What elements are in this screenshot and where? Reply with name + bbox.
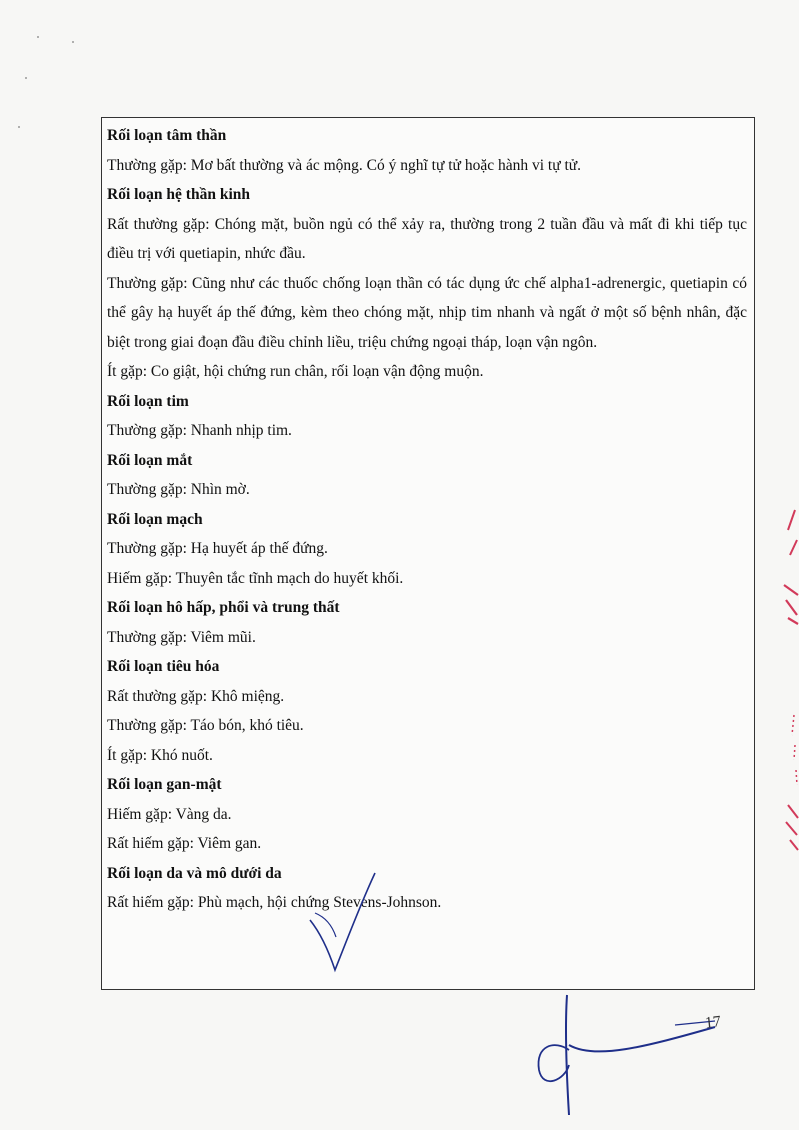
section-heading: Rối loạn tim xyxy=(107,392,189,410)
content-frame xyxy=(101,117,755,990)
section-heading: Rối loạn da và mô dưới da xyxy=(107,864,282,882)
paragraph: Thường gặp: Hạ huyết áp thế đứng. xyxy=(107,540,328,557)
page-number: 17 xyxy=(704,1013,722,1032)
paragraph: Thường gặp: Táo bón, khó tiêu. xyxy=(107,717,304,734)
paragraph: Thường gặp: Mơ bất thường và ác mộng. Có ý nghĩ tự tử hoặc hành vi tự tử. xyxy=(107,156,582,174)
document-body xyxy=(107,121,747,918)
section-heading: Rối loạn tiêu hóa xyxy=(107,658,220,675)
paragraph: Thường gặp: Viêm mũi. xyxy=(107,628,256,646)
scan-speck xyxy=(25,77,27,79)
paragraph: Thường gặp: Cũng như các thuốc chống loạn thần có tác dụng ức chế alpha1-adrenergic, quetiapin có thể gây hạ huyết áp thế đứng, kèm theo chóng mặt, nhịp tim nhanh và ngất ở một số bệnh nhân, đặc biệt trong giai đoạn đầu điều chỉnh liều, triệu chứng ngoại tháp, loạn vận ngôn. xyxy=(107,274,747,351)
section-heading: Rối loạn hô hấp, phổi và trung thất xyxy=(107,599,340,616)
paragraph: Ít gặp: Khó nuốt. xyxy=(107,746,213,764)
signature-mark xyxy=(525,985,735,1125)
section-heading: Rối loạn hệ thần kinh xyxy=(107,186,250,203)
paragraph: Hiếm gặp: Vàng da. xyxy=(107,805,232,823)
scan-speck xyxy=(72,41,74,43)
paragraph: Hiếm gặp: Thuyên tắc tĩnh mạch do huyết khối. xyxy=(107,569,404,587)
section-heading: Rối loạn gan-mật xyxy=(107,776,222,793)
paragraph: Thường gặp: Nhanh nhịp tim. xyxy=(107,422,292,439)
paragraph: Rất thường gặp: Chóng mặt, buồn ngủ có thể xảy ra, thường trong 2 tuần đầu và mất đi khi tiếp tục điều trị với quetiapin, nhức đầu. xyxy=(107,215,747,262)
paragraph: Ít gặp: Co giật, hội chứng run chân, rối loạn vận động muộn. xyxy=(107,363,484,380)
scan-speck xyxy=(37,36,39,38)
section-heading: Rối loạn tâm thần xyxy=(107,127,227,144)
paragraph: Rất hiếm gặp: Phù mạch, hội chứng Stevens-Johnson. xyxy=(107,894,442,911)
paragraph: Thường gặp: Nhìn mờ. xyxy=(107,481,250,498)
stamp-fragment xyxy=(770,500,799,860)
section-heading: Rối loạn mắt xyxy=(107,451,193,469)
paragraph: Rất hiếm gặp: Viêm gan. xyxy=(107,835,262,852)
section-heading: Rối loạn mạch xyxy=(107,510,203,528)
scan-speck xyxy=(18,126,20,128)
paragraph: Rất thường gặp: Khô miệng. xyxy=(107,687,285,705)
